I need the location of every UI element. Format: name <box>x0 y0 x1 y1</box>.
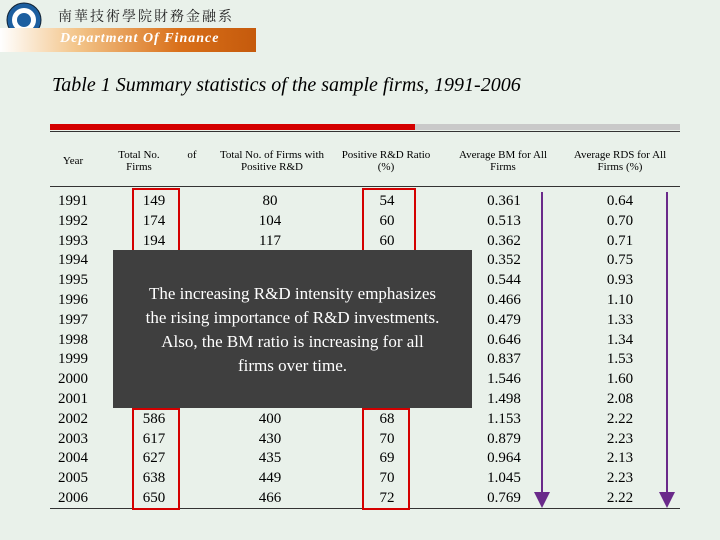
cell-year: 1998 <box>58 331 88 348</box>
cell-rds: 0.64 <box>606 193 634 209</box>
cell-bm: 0.769 <box>487 489 521 506</box>
cell-bm: 0.646 <box>487 331 521 348</box>
cell-total: 586 <box>142 410 166 427</box>
cell-year: 2000 <box>58 371 88 388</box>
header-total-line1: Total No. <box>118 149 160 161</box>
cell-year: 2002 <box>58 410 88 427</box>
cell-year: 2005 <box>58 470 88 487</box>
callout-line-2: the rising importance of R&D investments. <box>145 308 440 327</box>
cell-rd: 400 <box>258 410 282 427</box>
header-rds-line1: Average RDS for All <box>573 149 667 161</box>
cell-year: 1999 <box>58 351 88 368</box>
cell-rds: 1.60 <box>606 371 634 388</box>
header-ratio-line2: (%) <box>377 161 395 173</box>
page-title: Table 1 Summary statistics of the sample firms, 1991-2006 <box>52 74 521 96</box>
cell-rds: 1.10 <box>606 291 634 308</box>
cell-total: 149 <box>142 193 166 209</box>
cell-rds: 2.23 <box>606 470 634 487</box>
header-total-line2: Firms <box>126 161 152 173</box>
cell-rds: 2.23 <box>606 430 634 447</box>
cell-bm: 0.513 <box>487 212 521 229</box>
cell-year: 1997 <box>58 311 88 328</box>
cell-rd: 104 <box>258 212 282 229</box>
cell-bm: 0.879 <box>487 430 521 447</box>
cell-ratio: 72 <box>379 489 395 506</box>
cell-bm: 0.837 <box>487 351 521 368</box>
cell-bm: 0.479 <box>487 311 521 328</box>
header-total-of: of <box>187 149 197 161</box>
cell-rds: 2.22 <box>606 489 634 506</box>
cell-total: 627 <box>142 450 166 467</box>
cell-year: 1991 <box>58 193 88 209</box>
cell-rd: 80 <box>262 193 278 209</box>
cell-rds: 1.34 <box>606 331 634 348</box>
cell-year: 1992 <box>58 212 88 229</box>
cell-rds: 2.22 <box>606 410 634 427</box>
header-ratio-line1: Positive R&D Ratio <box>341 149 431 161</box>
cell-rds: 2.08 <box>606 390 634 407</box>
cell-year: 2001 <box>58 390 88 407</box>
cell-year: 1995 <box>58 272 88 289</box>
cell-bm: 0.544 <box>487 272 521 289</box>
cell-year: 1996 <box>58 291 88 308</box>
cell-rds: 0.70 <box>606 212 634 229</box>
cell-bm: 1.498 <box>487 390 521 407</box>
cell-year: 1993 <box>58 232 88 249</box>
cell-ratio: 54 <box>379 193 395 209</box>
cell-rd: 466 <box>258 489 282 506</box>
callout-line-4: firms over time. <box>237 356 348 375</box>
insight-callout <box>113 250 472 408</box>
banner-chinese-title: 南華技術學院財務金融系 <box>58 10 234 25</box>
cell-rds: 0.71 <box>606 232 634 249</box>
cell-rds: 0.93 <box>606 272 634 289</box>
department-name: Department Of Finance <box>60 31 220 46</box>
cell-total: 194 <box>142 232 166 249</box>
cell-bm: 0.352 <box>487 252 521 269</box>
header-rd-line2: Positive R&D <box>240 161 304 173</box>
cell-bm: 1.045 <box>487 470 521 487</box>
header-year: Year <box>62 155 84 167</box>
cell-rds: 2.13 <box>606 450 634 467</box>
header-bm-line1: Average BM for All <box>458 149 548 161</box>
cell-ratio: 60 <box>379 212 395 229</box>
cell-total: 617 <box>142 430 166 447</box>
callout-line-3: Also, the BM ratio is increasing for all <box>161 332 424 351</box>
cell-year: 2006 <box>58 489 88 506</box>
cell-year: 2004 <box>58 450 88 467</box>
cell-year: 1994 <box>58 252 88 269</box>
cell-rd: 449 <box>258 470 282 487</box>
cell-ratio: 69 <box>379 450 395 467</box>
header-bm-line2: Firms <box>490 161 516 173</box>
cell-bm: 0.361 <box>487 193 521 209</box>
cell-total: 638 <box>142 470 166 487</box>
cell-year: 2003 <box>58 430 88 447</box>
cell-ratio: 70 <box>379 470 395 487</box>
cell-rds: 1.53 <box>606 351 634 368</box>
cell-bm: 1.546 <box>487 371 521 388</box>
callout-line-1: The increasing R&D intensity emphasizes <box>148 284 437 303</box>
cell-rds: 1.33 <box>606 311 634 328</box>
cell-total: 174 <box>142 212 166 229</box>
header-rds-line2: Firms (%) <box>597 161 643 173</box>
cell-bm: 0.466 <box>487 291 521 308</box>
cell-rds: 0.75 <box>606 252 634 269</box>
cell-bm: 1.153 <box>487 410 521 427</box>
cell-ratio: 60 <box>379 232 395 249</box>
cell-rd: 430 <box>258 430 282 447</box>
cell-bm: 0.964 <box>487 450 521 467</box>
cell-bm: 0.362 <box>487 232 521 249</box>
cell-total: 650 <box>142 489 166 506</box>
cell-rd: 435 <box>258 450 282 467</box>
cell-ratio: 68 <box>379 410 395 427</box>
cell-ratio: 70 <box>379 430 395 447</box>
header-rd-line1: Total No. of Firms with <box>219 149 325 161</box>
cell-rd: 117 <box>259 232 281 249</box>
